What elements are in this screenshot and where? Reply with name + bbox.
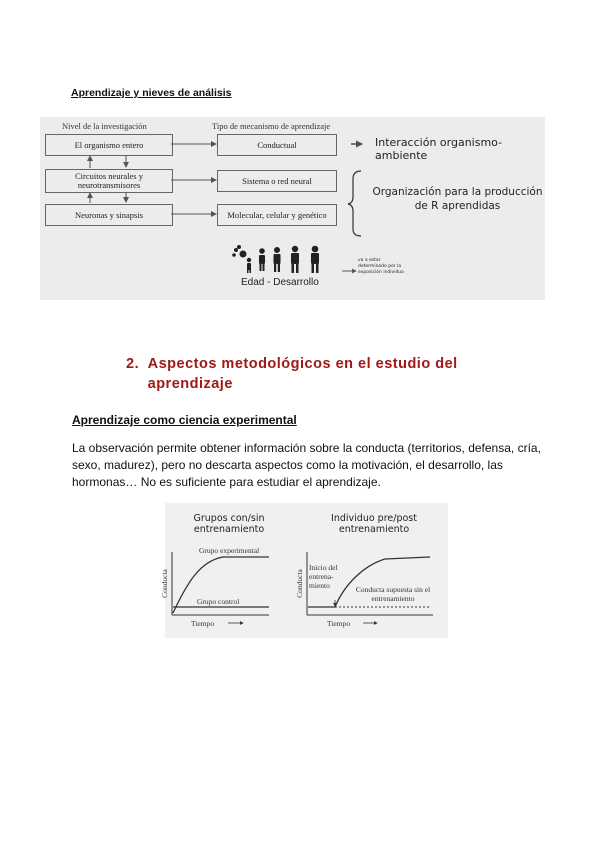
level-box-neurons: Neuronas y sinapsis	[45, 204, 173, 226]
levels-of-analysis-figure	[40, 117, 545, 300]
people-development-icon	[232, 245, 319, 273]
body-paragraph: La observación permite obtener información sobre la conducta (territorios, defensa, cría, sexo, madurez), pero no descarta aspectos como la motivación, el desarrollo, las hormonas… No es suficiente para estudiar el aprendizaje.	[72, 441, 541, 489]
experimental-label: Grupo experimental	[199, 546, 260, 555]
handwritten-note: va a estar determinado por la exposición individuo	[358, 258, 404, 275]
left-panel-title: Grupos con/sin entrenamiento	[193, 513, 265, 535]
level-box-organism: El organismo entero	[45, 134, 173, 156]
training-comparison-figure	[159, 503, 448, 638]
supposed-behavior-label: Conducta supuesta sin el entrenamiento	[355, 585, 431, 603]
subheading-experimental: Aprendizaje como ciencia experimental	[72, 413, 297, 427]
section-number: 2.	[126, 356, 140, 372]
right-y-label: Conducta	[294, 569, 304, 598]
left-y-label: Conducta	[159, 569, 169, 598]
section-heading-text: Aspectos metodológicos en el estudio del aprendizaje	[147, 356, 458, 392]
level-box-circuits: Circuitos neurales y neurotransmisores	[45, 169, 173, 193]
left-x-label: Tiempo	[191, 619, 215, 628]
note-organism-environment: Interacción organismo-ambiente	[375, 136, 503, 162]
section-heading	[126, 354, 478, 394]
control-label: Grupo control	[197, 597, 240, 606]
mechanism-box-molecular: Molecular, celular y genético	[217, 204, 337, 226]
mechanism-box-neural: Sistema o red neural	[217, 170, 337, 192]
note-organization: Organización para la producción de R aprendidas	[372, 186, 543, 212]
right-panel-title: Individuo pre/post entrenamiento	[331, 513, 417, 535]
mechanism-box-behavioral: Conductual	[217, 134, 337, 156]
development-label: Edad - Desarrollo	[241, 277, 319, 288]
right-x-label: Tiempo	[327, 619, 351, 628]
mechanisms-header: Tipo de mecanismo de aprendizaje	[212, 121, 331, 131]
levels-header: Nivel de la investigación	[62, 121, 147, 131]
training-start-label: Inicio del entrena- miento	[309, 563, 338, 590]
figure2-graphs	[165, 503, 448, 638]
section-title-levels: Aprendizaje y nieves de análisis	[71, 87, 232, 99]
